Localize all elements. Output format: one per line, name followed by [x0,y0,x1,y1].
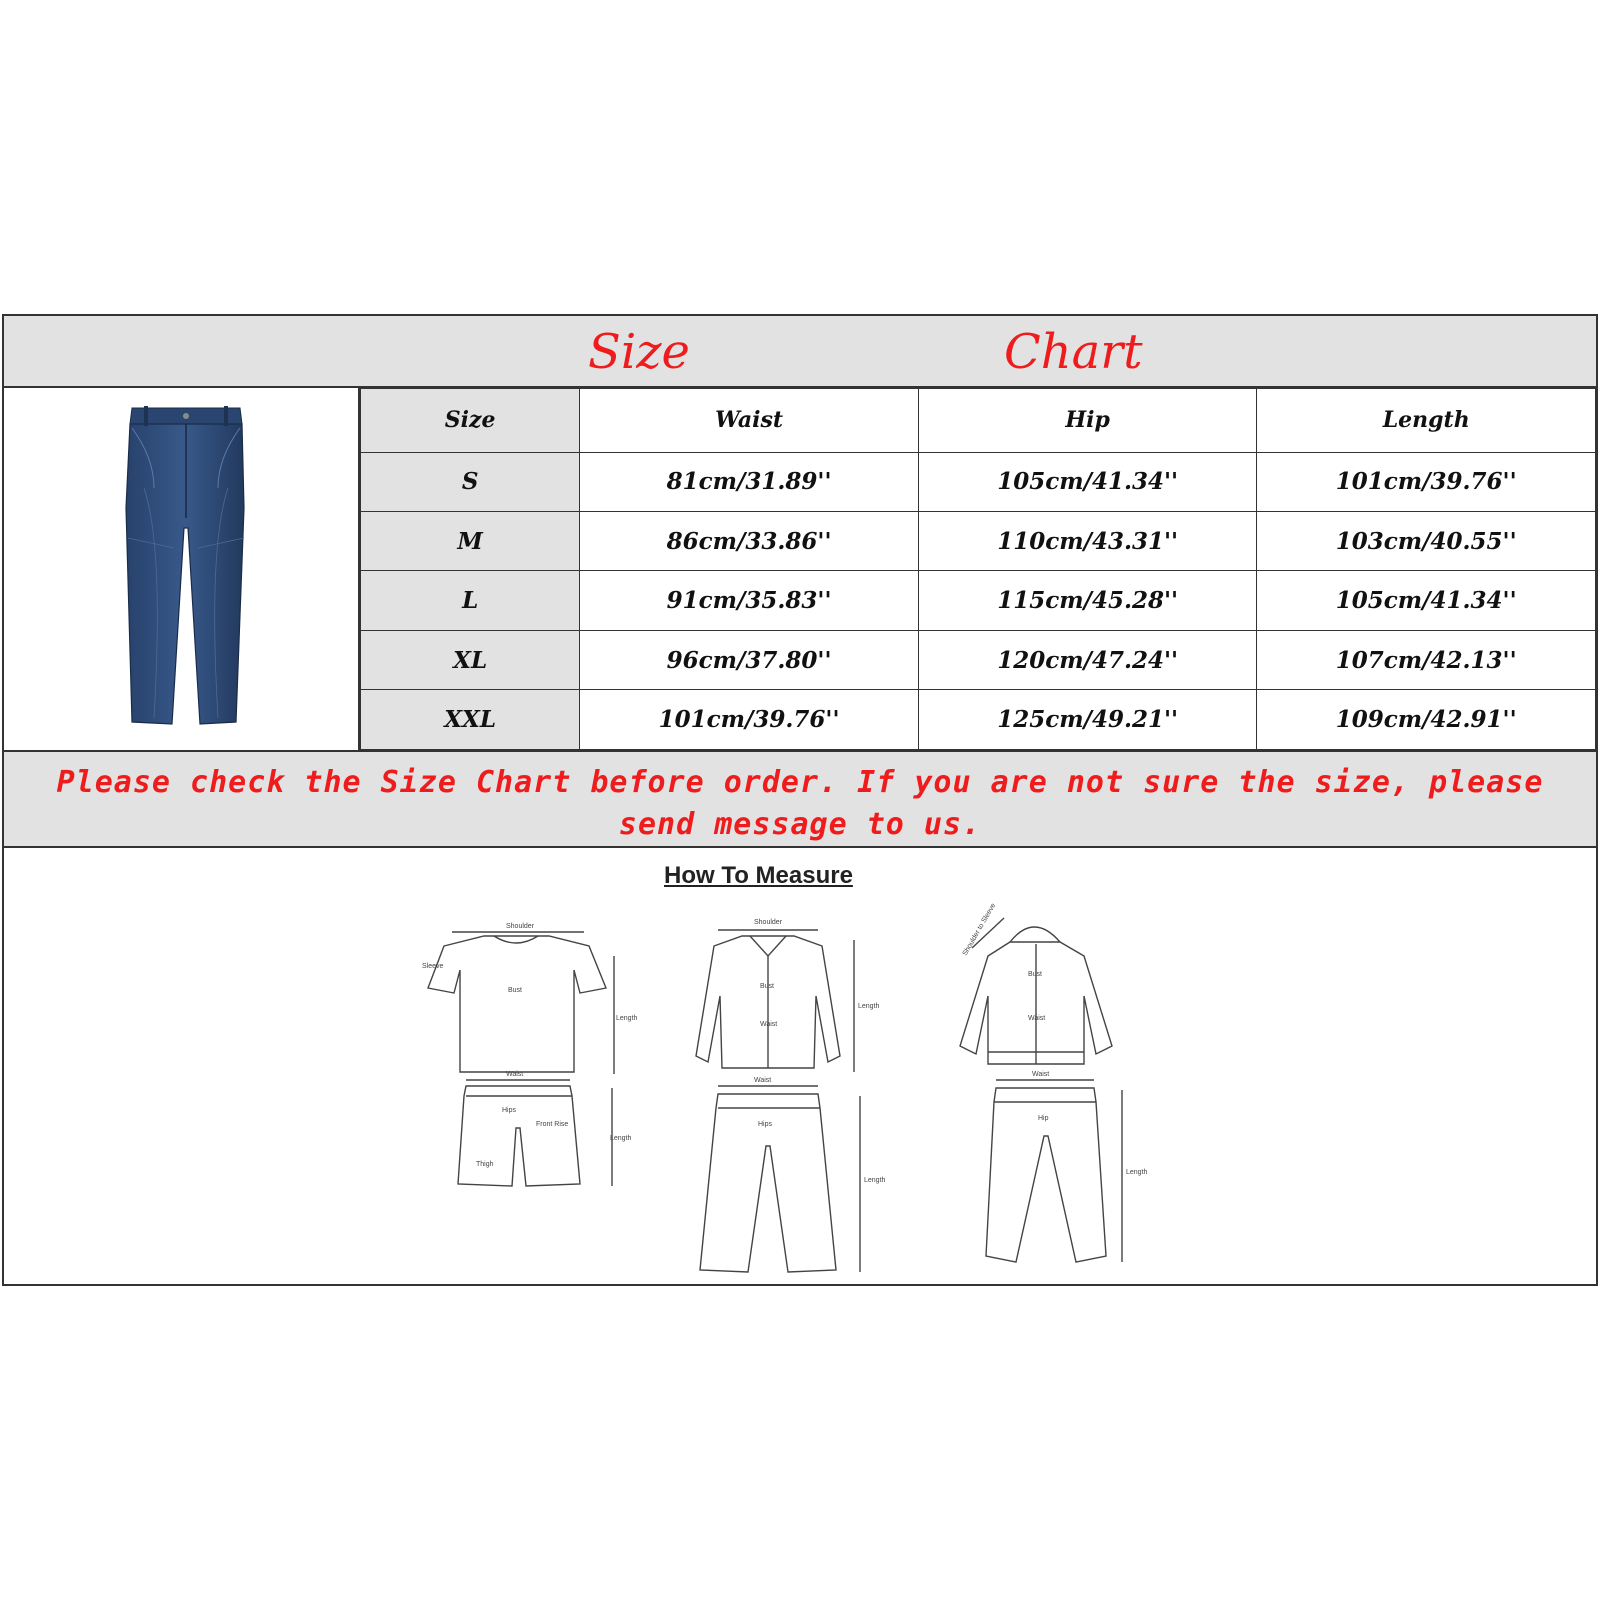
label-length-trousers: Length [864,1177,886,1184]
size-cell: S [361,452,580,511]
table-row [361,571,1596,630]
label-shoulder: Shoulder [506,923,535,930]
label-waist-joggers: Waist [1032,1071,1050,1078]
label-hips-trousers: Hips [758,1121,773,1128]
label-length-tshirt: Length [616,1015,638,1022]
waist-cell: 96cm/37.80'' [580,630,919,689]
label-waist-hoodie: Waist [1028,1015,1046,1022]
label-length-shorts: Length [610,1135,632,1142]
waist-cell: 81cm/31.89'' [580,452,919,511]
label-front-rise: Front Rise [536,1121,569,1128]
hip-cell: 125cm/49.21'' [918,690,1257,750]
trousers-diagram [700,1077,886,1272]
hip-cell: 105cm/41.34'' [918,452,1257,511]
title-band [4,316,1596,388]
label-bust-hoodie: Bust [1028,971,1043,978]
label-length-joggers: Length [1126,1169,1148,1176]
label-waist-shorts: Waist [506,1071,524,1078]
tshirt-diagram [422,923,638,1074]
label-bust-shirt: Bust [760,983,775,990]
size-chart-sheet [2,314,1598,1286]
hip-cell: 110cm/43.31'' [918,512,1257,571]
label-waist-trousers: Waist [754,1077,772,1084]
length-cell: 103cm/40.55'' [1257,512,1596,571]
shorts-diagram [458,1071,632,1186]
waist-cell: 91cm/35.83'' [580,571,919,630]
label-shoulder-shirt: Shoulder [754,919,783,926]
header-size: Size [361,389,580,453]
how-to-measure-section [4,848,1596,1284]
length-cell: 105cm/41.34'' [1257,571,1596,630]
label-hip-joggers: Hip [1038,1115,1049,1122]
shirt-diagram [696,919,880,1072]
size-cell: L [361,571,580,630]
title-word-size: Size [588,324,690,380]
hip-cell: 115cm/45.28'' [918,571,1257,630]
header-length: Length [1257,389,1596,453]
size-cell: XXL [361,690,580,750]
size-cell: M [361,512,580,571]
size-cell: XL [361,630,580,689]
label-thigh: Thigh [476,1161,494,1168]
notice-text: Please check the Size Chart before order. If you are not sure the size, please send message to us. [56,765,1544,842]
measure-diagram [384,896,1204,1276]
length-cell: 109cm/42.91'' [1257,690,1596,750]
label-bust: Bust [508,987,523,994]
header-hip: Hip [918,389,1257,453]
table-header-row [361,389,1596,453]
size-table [360,388,1596,750]
waist-cell: 86cm/33.86'' [580,512,919,571]
label-length-shirt: Length [858,1003,880,1010]
table-row [361,512,1596,571]
table-row [361,630,1596,689]
jeans-photo [4,388,360,750]
table-row [361,452,1596,511]
label-waist-shirt: Waist [760,1021,778,1028]
header-waist: Waist [580,389,919,453]
waist-cell: 101cm/39.76'' [580,690,919,750]
product-photo-cell [4,388,360,750]
joggers-diagram [986,1071,1148,1262]
measure-title: How To Measure [664,862,853,889]
title-word-chart: Chart [1004,324,1143,380]
length-cell: 107cm/42.13'' [1257,630,1596,689]
label-shoulder-to-sleeve: Shoulder to Sleeve [961,902,998,957]
length-cell: 101cm/39.76'' [1257,452,1596,511]
hip-cell: 120cm/47.24'' [918,630,1257,689]
label-sleeve: Sleeve [422,963,444,970]
label-hips: Hips [502,1107,517,1114]
notice-band [4,750,1596,848]
table-row [361,690,1596,750]
hoodie-diagram [960,902,1112,1064]
